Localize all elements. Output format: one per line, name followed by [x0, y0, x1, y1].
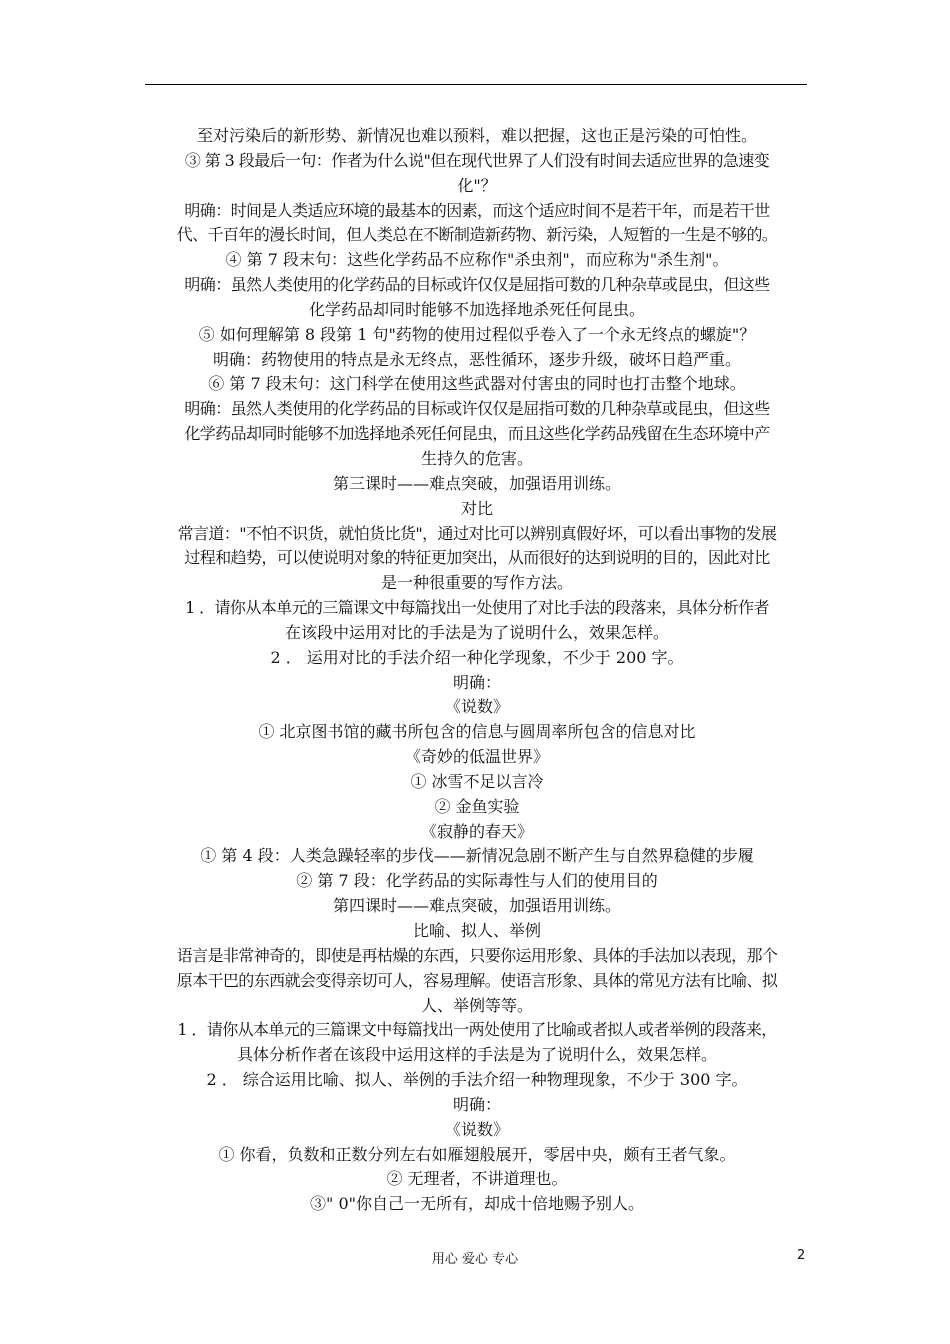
text-line: 明确：虽然人类使用的化学药品的目标或许仅仅是屈指可数的几种杂草或昆虫，但这些 — [184, 399, 770, 419]
text-line: ② 金鱼实验 — [434, 796, 520, 816]
text-line: ① 冰雪不足以言冷 — [410, 771, 544, 791]
text-line: 《奇妙的低温世界》 — [404, 747, 549, 767]
text-line: 原本干巴的东西就会变得亲切可人，容易理解。使语言形象、具体的常见方法有比喻、拟 — [176, 970, 778, 990]
text-line: 是一种很重要的写作方法。 — [380, 573, 573, 593]
text-line: 1 ．请你从本单元的三篇课文中每篇找出一两处使用了比喻或者拟人或者举例的段落来， — [177, 1020, 777, 1040]
text-line: ③ 第 3 段最后一句：作者为什么说"但在现代世界了人们没有时间去适应世界的急速变 — [184, 150, 770, 170]
section-subheading: 比喻、拟人、举例 — [412, 921, 541, 940]
text-line: 1 ．请你从本单元的三篇课文中每篇找出一处使用了对比手法的段落来，具体分析作者 — [185, 598, 769, 618]
section-heading: 第三课时——难点突破，加强语用训练。 — [332, 473, 621, 493]
text-line: 2 ． 综合运用比喻、拟人、举例的手法介绍一种物理现象，不少于 300 字。 — [206, 1070, 748, 1090]
text-line: 化学药品却同时能够不加选择地杀死任何昆虫。 — [308, 299, 645, 319]
page-number: 2 — [797, 1248, 806, 1263]
text-line: 《寂静的春天》 — [420, 821, 533, 841]
text-line: 在该段中运用对比的手法是为了说明什么，效果怎样。 — [284, 622, 669, 642]
text-line: ② 第 7 段：化学药品的实际毒性与人们的使用目的 — [296, 871, 658, 891]
text-line: ② 无理者，不讲道理也。 — [386, 1169, 568, 1189]
text-line: 化"？ — [457, 175, 497, 195]
text-line: 明确：药物使用的特点是永无终点，恶性循环，逐步升级，破坏日趋严重。 — [212, 349, 741, 369]
text-line: 过程和趋势，可以使说明对象的特征更加突出，从而很好的达到说明的目的，因此对比 — [184, 548, 770, 568]
text-line: ⑤ 如何理解第 8 段第 1 句"药物的使用过程似乎卷入了一个永无终点的螺旋"？ — [198, 324, 756, 344]
text-line: 2 ． 运用对比的手法介绍一种化学现象，不少于 200 字。 — [270, 647, 684, 667]
text-line: 《说数》 — [444, 697, 509, 717]
text-line: 常言道："不怕不识货，就怕货比货"，通过对比可以辨别真假好坏，可以看出事物的发展 — [177, 523, 777, 543]
text-line: 《说数》 — [444, 1119, 509, 1139]
text-line: 语言是非常神奇的，即使是再枯燥的东西，只要你运用形象、具体的手法加以表现，那个 — [176, 945, 778, 965]
text-line: 至对污染后的新形势、新情况也难以预料，难以把握，这也正是污染的可怕性。 — [196, 126, 757, 145]
text-line: 代、千百年的漫长时间，但人类总在不断制造新药物、新污染，人短暂的一生是不够的。 — [176, 225, 778, 245]
text-line: 生持久的危害。 — [420, 448, 533, 468]
section-heading: 第四课时——难点突破，加强语用训练。 — [332, 896, 621, 916]
text-line: 明确：时间是人类适应环境的最基本的因素，而这个适应时间不是若干年，而是若干世 — [184, 200, 770, 220]
text-line: 人、举例等等。 — [420, 995, 533, 1015]
text-line: 明确：虽然人类使用的化学药品的目标或许仅仅是屈指可数的几种杂草或昆虫，但这些 — [184, 275, 770, 295]
text-line: 明确： — [452, 1094, 501, 1114]
text-line: ① 北京图书馆的藏书所包含的信息与圆周率所包含的信息对比 — [258, 722, 696, 742]
text-line: ④ 第 7 段末句：这些化学药品不应称作"杀虫剂"，而应称为"杀生剂"。 — [225, 250, 729, 270]
footer-motto: 用心 爱心 专心 — [431, 1252, 519, 1267]
section-subheading: 对比 — [460, 498, 493, 518]
text-line: 化学药品却同时能够不加选择地杀死任何昆虫，而且这些化学药品残留在生态环境中产 — [184, 424, 770, 444]
document-body — [143, 124, 811, 1217]
text-line: ⑥ 第 7 段末句：这门科学在使用这些武器对付害虫的同时也打击整个地球。 — [208, 374, 746, 394]
text-line: 明确： — [452, 672, 501, 692]
text-line: ③" 0"你自己一无所有，却成十倍地赐予别人。 — [310, 1194, 644, 1214]
text-line: ① 你看，负数和正数分列左右如雁翅般展开，零居中央，颇有王者气象。 — [218, 1144, 736, 1164]
text-line: 具体分析作者在该段中运用这样的手法是为了说明什么，效果怎样。 — [236, 1045, 717, 1065]
header-rule — [145, 84, 807, 85]
text-line: ① 第 4 段：人类急躁轻率的步伐——新情况急剧不断产生与自然界稳健的步履 — [200, 846, 754, 866]
